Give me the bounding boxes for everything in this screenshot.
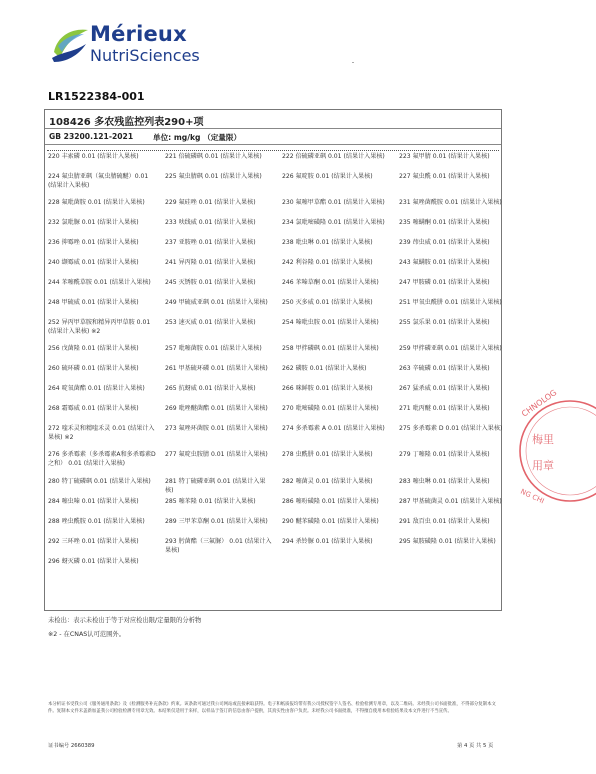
leaf-logo-icon: [48, 22, 92, 66]
analyte-item: 247 甲胺磷 0.01 (结果计入果核): [399, 279, 490, 286]
analyte-item: 264 啶氧菌酯 0.01 (结果计入果核): [48, 385, 145, 392]
analyte-item: 243 氟螨胺 0.01 (结果计入果核): [399, 259, 490, 266]
official-seal-icon: [516, 388, 596, 506]
analyte-item: 246 苯嗪草酮 0.01 (结果计入果核): [282, 279, 379, 286]
analyte-item: 290 醚苯磺隆 0.01 (结果计入果核): [282, 518, 379, 525]
standard-code: GB 23200.121-2021: [49, 132, 134, 141]
analyte-item: 245 灭锈胺 0.01 (结果计入果核): [165, 279, 256, 286]
analyte-item: 227 氟虫酰 0.01 (结果计入果核): [399, 173, 490, 180]
svg-text:梅里: 梅里: [532, 433, 554, 446]
analyte-item: 238 吡虫啉 0.01 (结果计入果核): [282, 239, 373, 246]
analyte-item: 273 氟唑环菌胺 0.01 (结果计入果核): [165, 425, 268, 432]
title-divider: [45, 128, 501, 129]
analyte-item: 263 辛硫磷 0.01 (结果计入果核): [399, 365, 490, 372]
analyte-item: 222 倍硫磷亚砜 0.01 (结果计入果核): [282, 153, 385, 160]
analyte-item: 233 呋线威 0.01 (结果计入果核): [165, 219, 256, 226]
analyte-item: 275 多杀霉素 D 0.01 (结果计入果核): [399, 425, 503, 432]
analyte-item: 250 灭多威 0.01 (结果计入果核): [282, 299, 373, 306]
analyte-item: 228 氟吡菌胺 0.01 (结果计入果核): [48, 199, 145, 206]
analyte-item: 271 吡丙醚 0.01 (结果计入果核): [399, 405, 490, 412]
analyte-item: 281 特丁硫磷亚砜 0.01 (结果计入果核): [165, 478, 266, 494]
analyte-item: 272 喹禾灵和精喹禾灵 0.01 (结果计入果核) ※2: [48, 425, 155, 441]
analyte-item: 234 氯吡嘧磺隆 0.01 (结果计入果核): [282, 219, 385, 226]
analyte-item: 231 氟唑菌酰胺 0.01 (结果计入果核): [399, 199, 502, 206]
analyte-item: 277 氟啶虫胺腈 0.01 (结果计入果核): [165, 451, 268, 458]
svg-text:用章: 用章: [532, 459, 554, 472]
analyte-item: 254 嗪吡虫胺 0.01 (结果计入果核): [282, 319, 379, 326]
analyte-item: 242 利谷隆 0.01 (结果计入果核): [282, 259, 373, 266]
analyte-item: 226 氟啶胺 0.01 (结果计入果核): [282, 173, 373, 180]
analyte-item: 279 丁噻隆 0.01 (结果计入果核): [399, 451, 490, 458]
results-table: [44, 109, 502, 611]
analyte-item: 266 咪鲜胺 0.01 (结果计入果核): [282, 385, 373, 392]
header-divider: [45, 144, 501, 145]
merieux-logo: [48, 20, 218, 72]
footnote-cnas: ※2 - 在CNAS认可范围外。: [48, 631, 126, 638]
analyte-item: 267 猛杀威 0.01 (结果计入果核): [399, 385, 490, 392]
analyte-item: 285 噻苯隆 0.01 (结果计入果核): [165, 498, 256, 505]
analyte-item: 259 甲拌磷亚砜 0.01 (结果计入果核): [399, 345, 502, 352]
analyte-item: 244 苯噻酰草胺 0.01 (结果计入果核): [48, 279, 151, 286]
analyte-item: 253 速灭威 0.01 (结果计入果核): [165, 319, 256, 326]
page-number: 第 4 页 共 5 页: [457, 743, 494, 749]
report-id: LR1522384-001: [48, 90, 145, 103]
analyte-item: 235 噻螨酮 0.01 (结果计入果核): [399, 219, 490, 226]
analyte-item: 268 霜霉威 0.01 (结果计入果核): [48, 405, 139, 412]
analyte-item: 278 虫酰肼 0.01 (结果计入果核): [282, 451, 373, 458]
analyte-item: 262 磷胺 0.01 (结果计入果核): [282, 365, 367, 372]
analyte-item: 296 蚜灭磷 0.01 (结果计入果核): [48, 558, 139, 565]
analyte-item: 294 杀铃脲 0.01 (结果计入果核): [282, 538, 373, 545]
analyte-item: 288 唑虫酰胺 0.01 (结果计入果核): [48, 518, 145, 525]
dotted-divider: [47, 150, 499, 151]
analyte-item: 241 异丙隆 0.01 (结果计入果核): [165, 259, 256, 266]
table-title: 108426 多农残监控列表290+项: [49, 117, 204, 128]
analyte-item: 295 氟胺磺隆 0.01 (结果计入果核): [399, 538, 496, 545]
analyte-item: 224 氟虫腈亚砜（氟虫腈硫醚）0.01 (结果计入果核): [48, 173, 149, 189]
analyte-item: 274 多杀霉素 A 0.01 (结果计入果核): [282, 425, 385, 432]
analyte-item: 289 三甲苯草酮 0.01 (结果计入果核): [165, 518, 268, 525]
footnote-not-detected: 未检出：表示未检出于等于对应检出限/定量限的分析物: [48, 617, 202, 624]
analyte-item: 260 硫环磷 0.01 (结果计入果核): [48, 365, 139, 372]
analyte-item: 237 亚胺唑 0.01 (结果计入果核): [165, 239, 256, 246]
analyte-item: 258 甲拌磷砜 0.01 (结果计入果核): [282, 345, 379, 352]
analyte-item: 261 甲基硫环磷 0.01 (结果计入果核): [165, 365, 268, 372]
analyte-item: 220 丰索磷 0.01 (结果计入果核): [48, 153, 139, 160]
analyte-item: 283 噻虫啉 0.01 (结果计入果核): [399, 478, 490, 485]
analyte-item: 236 抑霉唑 0.01 (结果计入果核): [48, 239, 139, 246]
analyte-item: 248 甲硫威 0.01 (结果计入果核): [48, 299, 139, 306]
analyte-item: 223 氟甲腈 0.01 (结果计入果核): [399, 153, 490, 160]
analyte-item: 251 甲氧虫酰肼 0.01 (结果计入果核): [399, 299, 502, 306]
analyte-item: 252 异丙甲草胺和精异丙甲草胺 0.01 (结果计入果核) ※2: [48, 319, 151, 335]
brand-name: Mérieux: [90, 22, 187, 46]
certificate-number: 证书编号 2660389: [48, 743, 95, 749]
analyte-item: 270 吡嘧磺隆 0.01 (结果计入果核): [282, 405, 379, 412]
analyte-item: 284 噻虫嗪 0.01 (结果计入果核): [48, 498, 139, 505]
analyte-item: 292 三环唑 0.01 (结果计入果核): [48, 538, 139, 545]
analyte-item: 286 噻吩磺隆 0.01 (结果计入果核): [282, 498, 379, 505]
disclaimer-text: 本分析证书受我公司《服务通用条款》及《检测服务补充条款》约束。该条款可通过我公司网站或直接索取获得。电子和纸质报均带有我公司授权签字人签名、检验检测专用章，以及二维码。未经我公司书面批准，不得部分复制本文件。复制本文件未盖新加盖我公司检验检测专用章无效。本结果仅适用于来样，以样品于签订的信息由客户提供，其真实性由客户负责。未经我公司书面批准，不得擅自使用本检验结果及本文件进行不当宣传。: [48, 702, 496, 714]
analyte-item: 282 噻菌灵 0.01 (结果计入果核): [282, 478, 373, 485]
analyte-item: 291 敌百虫 0.01 (结果计入果核): [399, 518, 490, 525]
analyte-item: 265 抗蚜威 0.01 (结果计入果核): [165, 385, 256, 392]
analyte-item: 269 吡唑醚菌酯 0.01 (结果计入果核): [165, 405, 268, 412]
analyte-item: 240 缬霉威 0.01 (结果计入果核): [48, 259, 139, 266]
analyte-item: 232 氯吡脲 0.01 (结果计入果核): [48, 219, 139, 226]
svg-text:CHNOLOG: CHNOLOG: [519, 388, 559, 419]
analyte-item: 229 氟硅唑 0.01 (结果计入果核): [165, 199, 256, 206]
analyte-item: 280 特丁硫磷砜 0.01 (结果计入果核): [48, 478, 151, 485]
brand-subname: NutriSciences: [90, 46, 200, 65]
scan-dot: [352, 62, 354, 63]
analyte-item: 256 戊菌隆 0.01 (结果计入果核): [48, 345, 139, 352]
analyte-item: 249 甲硫威亚砜 0.01 (结果计入果核): [165, 299, 268, 306]
analyte-item: 257 吡噻菌胺 0.01 (结果计入果核): [165, 345, 262, 352]
unit-label: 单位: mg/kg （定量限）: [153, 133, 242, 142]
analyte-item: 276 多杀霉素（多杀霉素A和多杀霉素D之和） 0.01 (结果计入果核): [48, 451, 156, 467]
analyte-item: 225 氟虫腈砜 0.01 (结果计入果核): [165, 173, 262, 180]
analyte-item: 221 倍硫磷砜 0.01 (结果计入果核): [165, 153, 262, 160]
svg-text:NG CHI: NG CHI: [519, 487, 546, 506]
analyte-item: 255 氯乐果 0.01 (结果计入果核): [399, 319, 490, 326]
analyte-item: 230 氟噻甲草酯 0.01 (结果计入果核): [282, 199, 385, 206]
analyte-item: 293 肟菌酯（三氟脲） 0.01 (结果计入果核): [165, 538, 272, 554]
analyte-item: 239 茚虫威 0.01 (结果计入果核): [399, 239, 490, 246]
analyte-item: 287 甲基硫菌灵 0.01 (结果计入果核): [399, 498, 502, 505]
